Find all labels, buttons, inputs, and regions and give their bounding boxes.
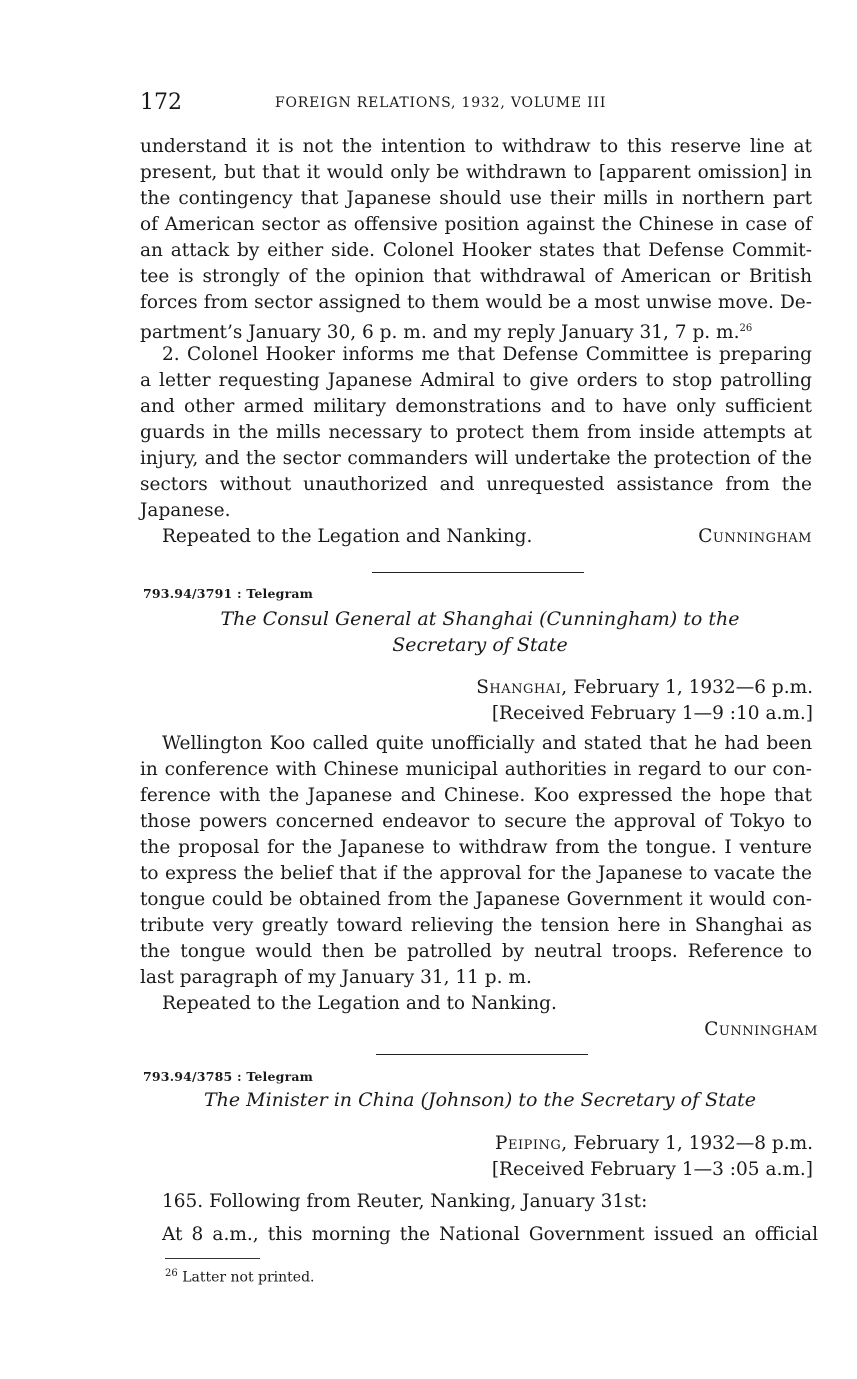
page-number: 172: [140, 90, 182, 115]
footnote-number: 26: [165, 1268, 178, 1279]
page-header: [140, 90, 820, 120]
body-line-text: partment’s January 30, 6 p. m. and my reply January 31, 7 p. m.: [140, 322, 740, 344]
body-line: an attack by either side. Colonel Hooker states that Defense Commit-: [140, 240, 812, 261]
body-line: tribute very greatly toward relieving the tension here in Shanghai as: [140, 915, 812, 936]
body-line: ference with the Japanese and Chinese. Koo expressed the hope that: [140, 785, 812, 806]
running-title: FOREIGN RELATIONS, 1932, VOLUME III: [275, 95, 607, 111]
body-line: and other armed military demonstrations and to have only sufficient: [140, 396, 812, 417]
section-divider: [376, 1054, 588, 1055]
body-line: to express the belief that if the approval for the Japanese to vacate the: [140, 863, 812, 884]
body-line: in conference with Chinese municipal authorities in regard to our con-: [140, 759, 812, 780]
body-line: present, but that it would only be withdrawn to [apparent omission] in: [140, 162, 812, 183]
repeated-note: Repeated to the Legation and Nanking.: [162, 526, 533, 547]
body-line: forces from sector assigned to them would be a most unwise move. De-: [140, 292, 812, 313]
dateline-place: Shanghai,: [476, 677, 568, 698]
received-line: [Received February 1—9 :10 a.m.]: [491, 703, 813, 724]
body-line: Japanese.: [140, 500, 231, 521]
footnote-ref: 26: [739, 323, 753, 334]
dateline-place: Peiping,: [495, 1133, 568, 1154]
dateline: [476, 675, 813, 701]
file-number: 793.94/3785 : Telegram: [143, 1069, 314, 1084]
body-line: sectors without unauthorized and unrequested assistance from the: [140, 474, 812, 495]
body-line: tee is strongly of the opinion that withdrawal of American or British: [140, 266, 812, 287]
dateline-date: February 1, 1932—6 p.m.: [567, 677, 813, 698]
file-number: 793.94/3791 : Telegram: [143, 586, 314, 601]
body-line: the tongue would then be patrolled by neutral troops. Reference to: [140, 941, 812, 962]
received-line: [Received February 1—3 :05 a.m.]: [491, 1159, 813, 1180]
body-line: understand it is not the intention to withdraw to this reserve line at: [140, 136, 812, 157]
document-heading: The Consul General at Shanghai (Cunningham) to the: [220, 608, 740, 630]
body-line: a letter requesting Japanese Admiral to give orders to stop patrolling: [140, 370, 812, 391]
footnote: [165, 1268, 315, 1286]
document-heading: The Minister in China (Johnson) to the Secretary of State: [203, 1089, 757, 1111]
body-line: injury, and the sector commanders will undertake the protection of the: [140, 448, 812, 469]
footnote-divider: [165, 1258, 260, 1259]
signature: Cunningham: [698, 526, 812, 547]
section-divider: [372, 572, 584, 573]
body-line: the proposal for the Japanese to withdraw from the tongue. I venture: [140, 837, 812, 858]
body-line: last paragraph of my January 31, 11 p. m.: [140, 967, 532, 988]
repeated-note: Repeated to the Legation and to Nanking.: [162, 993, 557, 1014]
body-line: the contingency that Japanese should use their mills in northern part: [140, 188, 812, 209]
body-line: of American sector as offensive position against the Chinese in case of: [140, 214, 812, 235]
body-line: guards in the mills necessary to protect them from inside attempts at: [140, 422, 812, 443]
body-line: tongue could be obtained from the Japanese Government it would con-: [140, 889, 812, 910]
dateline-date: February 1, 1932—8 p.m.: [567, 1133, 813, 1154]
body-line: Wellington Koo called quite unofficially and stated that he had been: [162, 733, 812, 754]
signature: Cunningham: [704, 1019, 818, 1040]
body-line: 165. Following from Reuter, Nanking, January 31st:: [162, 1191, 648, 1212]
body-line: those powers concerned endeavor to secure the approval of Tokyo to: [140, 811, 812, 832]
document-heading: Secretary of State: [392, 634, 568, 656]
body-line: At 8 a.m., this morning the National Government issued an official: [162, 1224, 818, 1245]
dateline: [495, 1131, 813, 1157]
body-line: 2. Colonel Hooker informs me that Defense Committee is preparing: [162, 344, 812, 365]
footnote-text: Latter not printed.: [182, 1269, 315, 1286]
